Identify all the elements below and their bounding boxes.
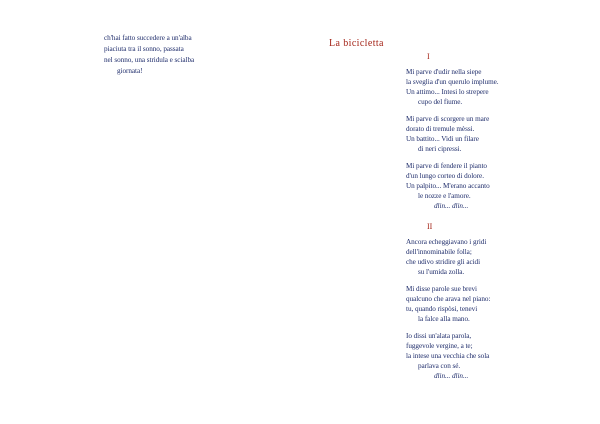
poem-line: Mi parve di fendere il pianto <box>406 162 487 170</box>
poem-line: Mi disse parole sue brevi <box>406 285 478 293</box>
poem-line: parlava con sé. <box>418 362 461 370</box>
poem-line: ch'hai fatto succedere a un'alba <box>104 34 192 42</box>
poem-line: Io dissi un'alata parola, <box>406 332 472 340</box>
poem-refrain: dlin... dlin... <box>434 372 469 380</box>
poem-line: la sveglia d'un querulo implume. <box>406 78 499 86</box>
poem-title: La bicicletta <box>329 38 384 49</box>
poem-line: nel sonno, una stridula e scialba <box>104 56 195 64</box>
poem-line: che udivo stridire gli acidi <box>406 258 481 266</box>
poem-line: la falce alla mano. <box>418 315 470 323</box>
poem-line: Mi parve di scorgere un mare <box>406 115 490 123</box>
section-numeral: II <box>427 222 433 231</box>
poem-line: Un battito... Vidi un filare <box>406 135 479 143</box>
poem-refrain: dlin... dlin... <box>434 202 469 210</box>
poem-line: Un palpito... M'erano accanto <box>406 182 490 190</box>
poem-line: d'un lungo corteo di dolore. <box>406 172 484 180</box>
section-numeral: I <box>427 52 430 61</box>
right-page <box>300 0 600 424</box>
poem-line: di neri cipressi. <box>418 145 462 153</box>
poem-line: dorato di tremule mèssi. <box>406 125 475 133</box>
poem-line: tu, quando rispòsi, tenevi <box>406 305 478 313</box>
poem-line: su l'umida zolla. <box>418 268 465 276</box>
poem-line: qualcuno che arava nel piano: <box>406 295 491 303</box>
poem-line: Un attimo... Intesi lo strepere <box>406 88 489 96</box>
poem-line: dell'innominabile folla; <box>406 248 472 256</box>
poem-line: Ancora echeggiavano i gridi <box>406 238 487 246</box>
poem-line: giornata! <box>117 67 143 75</box>
poem-line: piaciuta tra il sonno, passata <box>104 45 184 53</box>
poem-line: la intese una vecchia che sola <box>406 352 490 360</box>
poem-line: fuggevole vergine, a te; <box>406 342 473 350</box>
poem-line: cupo del fiume. <box>418 98 463 106</box>
poem-line: le nozze e l'amore. <box>418 192 471 200</box>
poem-line: Mi parve d'udir nella siepe <box>406 68 482 76</box>
